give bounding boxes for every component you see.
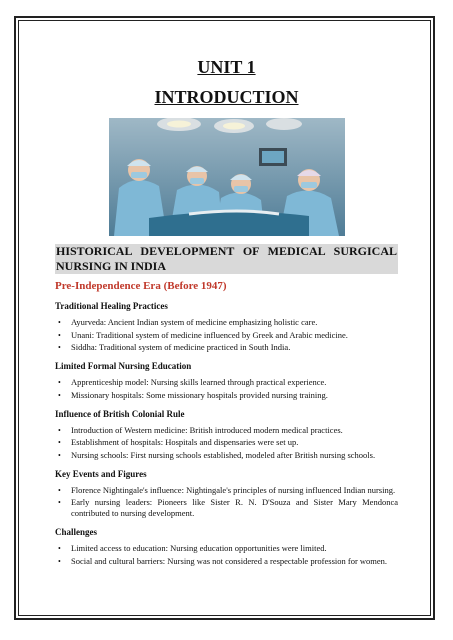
list-item [55,342,398,353]
bullet-list [55,425,398,461]
introduction-title: INTRODUCTION [154,87,299,107]
section-british-influence [55,408,398,461]
list-item [55,317,398,328]
bullet-icon: • [58,450,61,460]
list-item [55,330,398,341]
list-item-text: Unani: Traditional system of medicine influenced by Greek and Arabic medicine. [71,329,348,340]
sub-heading: Key Events and Figures [55,468,147,479]
list-item-text: Florence Nightingale's influence: Nightingale's principles of nursing influenced Indian nursing. [71,484,396,495]
list-item-text: Apprenticeship model: Nursing skills learned through practical experience. [71,377,327,387]
surgery-photo [109,118,345,236]
bullet-icon: • [58,425,61,435]
bullet-icon: • [58,318,61,327]
bullet-icon: • [58,378,61,387]
sub-heading: Traditional Healing Practices [55,301,168,311]
bullet-list [55,543,398,567]
bullet-list [55,485,398,520]
surgery-photo-icon [109,118,345,236]
section-heading: HISTORICAL DEVELOPMENT OF MEDICAL SURGICAL NURSING IN INDIA [56,244,397,273]
list-item [55,390,398,401]
list-item-text: Social and cultural barriers: Nursing was not considered a respectable profession for women. [71,555,388,566]
bullet-list [55,377,398,401]
bullet-icon: • [58,330,61,340]
list-item [55,450,398,461]
list-item [55,425,398,436]
bullet-icon: • [58,390,61,400]
list-item-text: Missionary hospitals: Some missionary hospitals provided nursing training. [71,389,328,400]
list-item [55,485,398,496]
section-challenges [55,526,398,567]
list-item [55,377,398,388]
bullet-icon: • [58,544,61,553]
list-item [55,556,398,567]
era-heading: Pre-Independence Era (Before 1947) [55,280,227,292]
list-item-text: Early nursing leaders: Pioneers like Sister R. N. D'Souza and Sister Mary Mendonca contributed to nursing development. [71,497,398,518]
sub-heading: Limited Formal Nursing Education [55,361,192,371]
sub-heading: Influence of British Colonial Rule [55,408,185,419]
section-key-events [55,468,398,520]
bullet-icon: • [58,485,61,495]
bullet-icon: • [58,556,61,566]
list-item [55,437,398,448]
sub-heading: Challenges [55,527,98,537]
bullet-icon: • [58,343,61,352]
list-item-text: Limited access to education: Nursing education opportunities were limited. [71,543,327,553]
list-item-text: Siddha: Traditional system of medicine practiced in South India. [71,342,291,352]
list-item [55,497,398,519]
page-content [55,56,398,568]
bullet-icon: • [58,438,61,447]
list-item-text: Nursing schools: First nursing schools established, modeled after British nursing schools. [71,449,376,460]
list-item [55,543,398,554]
section-traditional-healing [55,300,398,353]
bullet-icon: • [58,498,61,507]
list-item-text: Ayurveda: Ancient Indian system of medicine emphasizing holistic care. [71,317,318,327]
section-limited-education [55,360,398,401]
unit-title: UNIT 1 [197,57,256,77]
bullet-list [55,317,398,353]
list-item-text: Establishment of hospitals: Hospitals and dispensaries were set up. [71,437,299,447]
list-item-text: Introduction of Western medicine: British introduced modern medical practices. [71,424,343,435]
